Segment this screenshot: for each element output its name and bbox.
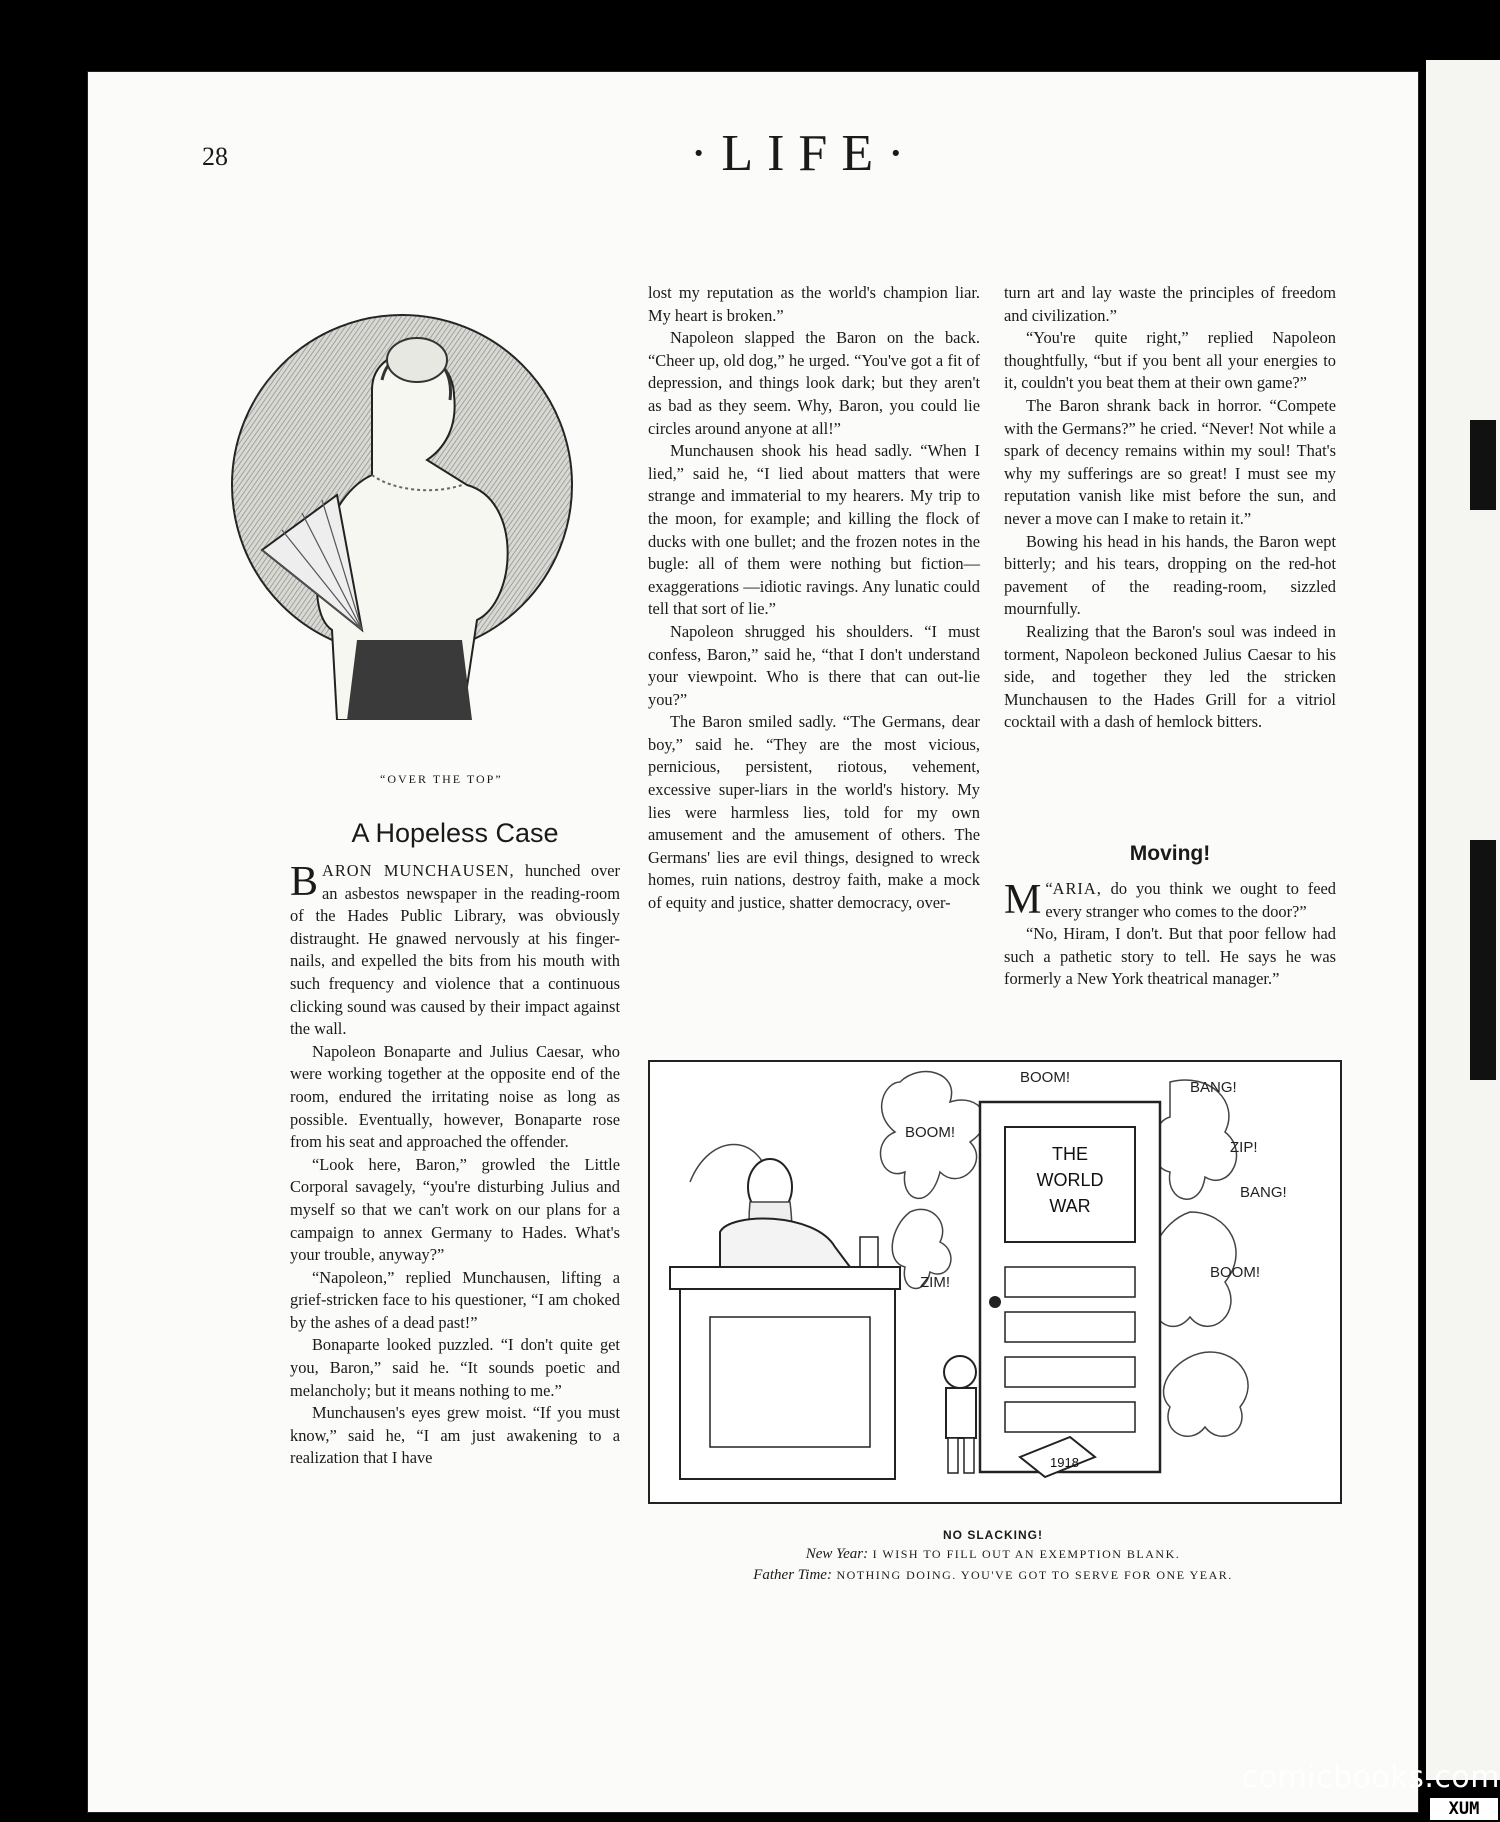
article-paragraph: Munchausen's eyes grew moist. “If you must know,” said he, “I am just awakening to a realization that I have — [290, 1403, 620, 1468]
box-label: 1918 — [1050, 1455, 1079, 1470]
sound-word: ZIM! — [920, 1274, 950, 1291]
watermark-site: comicbooks.com — [1241, 1760, 1500, 1795]
text-column-3 — [1004, 282, 1336, 734]
over-the-top-cartoon — [222, 300, 582, 720]
bottom-cartoon-caption — [648, 1528, 1338, 1584]
article-paragraph: The Baron shrank back in horror. “Compete with the Germans?” he cried. “Never! Not while a spark of decency remains within my soul! That's why my sufferings are so great! I must see my reputation vanish like mist before the sun, and never a move can I make to retain it.” — [1004, 395, 1336, 528]
drop-cap: B — [290, 859, 319, 905]
article-paragraph: “ M ARIA, do you think we ought to feed every stranger who comes to the door?” — [1004, 877, 1336, 923]
adjacent-page-edge — [1426, 60, 1500, 1780]
drop-cap: M — [1004, 877, 1042, 923]
sound-word: ZIP! — [1230, 1139, 1258, 1156]
sound-word: BOOM! — [1210, 1264, 1261, 1281]
no-slacking-cartoon — [648, 1060, 1342, 1504]
sound-word: BOOM! — [905, 1124, 956, 1141]
caption-line-2: Father Time: NOTHING DOING. YOU'VE GOT TO SERVE FOR ONE YEAR. — [753, 1567, 1233, 1583]
article-paragraph: “No, Hiram, I don't. But that poor fellow had such a pathetic story to tell. He says he was formerly a New York theatrical manager.” — [1004, 924, 1336, 989]
sound-word: BOOM! — [1020, 1069, 1071, 1086]
article-paragraph: Realizing that the Baron's soul was indeed in torment, Napoleon beckoned Julius Caesar to his side, and together they led the stricken Munchausen to the Hades Grill for a vitriol cocktail with a dash of hemlock bitters. — [1004, 621, 1336, 732]
article-paragraph: “Napoleon,” replied Munchausen, lifting a grief-stricken face to his questioner, “I am choked by the ashes of a dead past!” — [290, 1267, 620, 1332]
article-paragraph: “Look here, Baron,” growled the Little Corporal savagely, “you're disturbing Julius and myself so that we can't work on our plans for a campaign to annex Germany to Hades. What's your trouble, anyway?” — [290, 1154, 620, 1265]
article-paragraph: The Baron smiled sadly. “The Germans, dear boy,” said he. “They are the most vicious, pernicious, persistent, riotous, vehement, excessive super-liars in the world's history. My lies were harmless lies, told for my own amusement and the amusement of others. The Germans' lies are evil things, designed to wreck homes, ruin nations, destroy faith, make a mock of equity and justice, shatter democracy, over- — [648, 712, 980, 913]
text-column-1 — [290, 860, 620, 1470]
moving-article — [1004, 878, 1336, 991]
article-paragraph: BARON MUNCHAUSEN, hunched over an asbestos newspaper in the reading-room of the Hades Public Library, was obviously distraught. He gnawed nervously at his finger-nails, and expelled the bits from his mouth with such frequency and violence that a continuous clicking sound was caused by their impact against the wall. — [290, 859, 620, 1039]
masthead: ·LIFE· — [690, 125, 919, 182]
article-paragraph: Bowing his head in his hands, the Baron wept bitterly; and his tears, dropping on the red-hot pavement of the reading-room, sizzled mournfully. — [1004, 531, 1336, 619]
caption-line-1: New Year: I WISH TO FILL OUT AN EXEMPTION BLANK. — [805, 1546, 1181, 1562]
article-paragraph: Napoleon Bonaparte and Julius Caesar, who were working together at the opposite end of the room, endured the irritating noise as long as possible. Eventually, however, Bonaparte rose from his seat and approached the offender. — [290, 1041, 620, 1152]
article-title: A Hopeless Case — [351, 818, 559, 848]
article-paragraph: Napoleon shrugged his shoulders. “I must confess, Baron,” said he, “that I don't understand your viewpoint. Who is there that can out-lie you?” — [648, 621, 980, 709]
moving-title: Moving! — [1129, 842, 1211, 865]
sound-word: BANG! — [1240, 1184, 1287, 1201]
lead-caps: ARIA, — [1052, 879, 1102, 898]
text-column-2 — [648, 282, 980, 915]
article-paragraph: “You're quite right,” replied Napoleon thoughtfully, “but if you bent all your energies to it, couldn't you beat them at their own game?” — [1004, 328, 1336, 393]
watermark — [1232, 1760, 1500, 1822]
article-paragraph: Bonaparte looked puzzled. “I don't quite get you, Baron,” said he. “It sounds poetic and melancholy; but it means nothing to me.” — [290, 1335, 620, 1400]
watermark-badge: XUM — [1430, 1798, 1498, 1820]
article-paragraph: lost my reputation as the world's champion liar. My heart is broken.” — [648, 283, 980, 325]
article-paragraph: Napoleon slapped the Baron on the back. “Cheer up, old dog,” he urged. “You've got a fit of depression, and things look dark; but they aren't as bad as they seem. Why, Baron, you could lie circles around anyone at all!” — [648, 328, 980, 438]
door-text-2: WORLD — [1036, 1170, 1104, 1190]
lead-caps: ARON MUNCHAUSEN, — [322, 861, 515, 880]
door-text-3: WAR — [1049, 1196, 1091, 1216]
sound-word: BANG! — [1190, 1079, 1237, 1096]
top-shadow — [0, 0, 1500, 72]
article-paragraph: Munchausen shook his head sadly. “When I lied,” said he, “I lied about matters that were strange and immaterial to my hearers. My trip to the moon, for example; and killing the flock of ducks with one bullet; and the frozen notes in the bugle: all of them were nothing but fiction—exaggerations —idiotic ravings. Any lunatic could tell that sort of lie.” — [648, 441, 980, 619]
top-cartoon-caption: “OVER THE TOP” — [380, 772, 503, 786]
caption-title: NO SLACKING! — [943, 1528, 1043, 1542]
article-paragraph: turn art and lay waste the principles of freedom and civilization.” — [1004, 283, 1336, 325]
door-text-1: THE — [1052, 1144, 1088, 1164]
page-number: 28 — [202, 142, 228, 171]
